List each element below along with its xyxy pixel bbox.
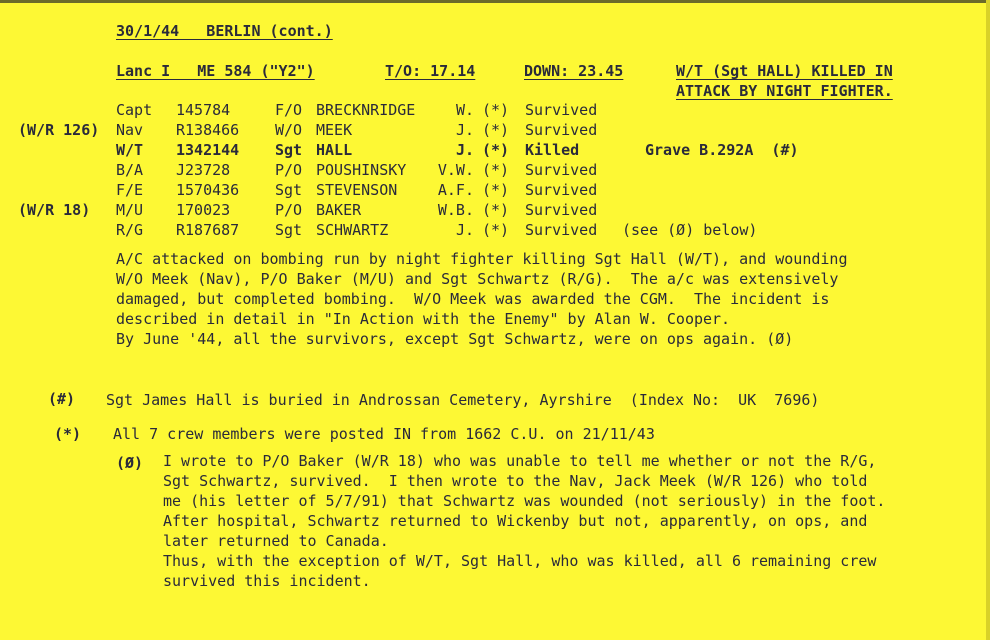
crew-role: R/G: [116, 221, 144, 239]
crew-extra: (see (Ø) below): [622, 221, 758, 239]
crew-rank: Sgt: [275, 141, 303, 159]
crew-initials: W.B.: [437, 201, 474, 219]
crew-number: 170023: [176, 201, 231, 219]
crew-row: [0, 180, 990, 200]
crew-status: Survived: [525, 161, 598, 179]
crew-name: BAKER: [316, 201, 362, 219]
takeoff-time: T/O: 17.14: [385, 62, 476, 80]
crew-posting-mark: (*): [482, 101, 510, 119]
casualty-note-line1: W/T (Sgt HALL) KILLED IN: [676, 62, 893, 80]
note-zero-line: Sgt Schwartz, survived. I then wrote to the Nav, Jack Meek (W/R 126) who told: [163, 472, 868, 490]
crew-status: Survived: [525, 201, 598, 219]
note-hash-marker: (#): [48, 390, 76, 408]
note-zero-marker: (Ø): [116, 454, 144, 472]
crew-initials: W.: [455, 101, 474, 119]
crew-number: J23728: [176, 161, 231, 179]
scan-edge-top: [0, 0, 990, 3]
note-zero-line: later returned to Canada.: [163, 532, 389, 550]
crew-row: [0, 100, 990, 120]
crew-posting-mark: (*): [482, 181, 510, 199]
crew-role: M/U: [116, 201, 144, 219]
crew-tag: (W/R 18): [18, 201, 91, 219]
scan-edge-right: [986, 0, 990, 640]
crew-status: Survived: [525, 221, 598, 239]
note-star-marker: (*): [54, 425, 82, 443]
narrative-line: W/O Meek (Nav), P/O Baker (M/U) and Sgt Schwartz (R/G). The a/c was extensively: [116, 270, 839, 288]
crew-name: BRECKNRIDGE: [316, 101, 416, 119]
crew-name: POUSHINSKY: [316, 161, 407, 179]
crew-number: 1570436: [176, 181, 240, 199]
crew-posting-mark: (*): [482, 161, 510, 179]
crew-initials: J.: [455, 121, 474, 139]
crew-name: HALL: [316, 141, 353, 159]
crew-role: W/T: [116, 141, 144, 159]
down-time: DOWN: 23.45: [524, 62, 624, 80]
crew-number: R187687: [176, 221, 240, 239]
crew-number: 145784: [176, 101, 231, 119]
crew-rank: P/O: [275, 201, 303, 219]
crew-initials: V.W.: [437, 161, 474, 179]
crew-status: Killed: [525, 141, 580, 159]
note-hash-text: Sgt James Hall is buried in Androssan Cemetery, Ayrshire (Index No: UK 7696): [106, 391, 820, 409]
note-zero-line: me (his letter of 5/7/91) that Schwartz was wounded (not seriously) in the foot.: [163, 492, 886, 510]
crew-posting-mark: (*): [482, 121, 510, 139]
note-zero-line: I wrote to P/O Baker (W/R 18) who was unable to tell me whether or not the R/G,: [163, 452, 877, 470]
narrative-line: By June '44, all the survivors, except Sgt Schwartz, were on ops again. (Ø): [116, 330, 794, 348]
crew-role: B/A: [116, 161, 144, 179]
crew-initials: A.F.: [437, 181, 474, 199]
casualty-note-line2: ATTACK BY NIGHT FIGHTER.: [676, 82, 893, 100]
crew-extra: Grave B.292A (#): [645, 141, 799, 159]
crew-name: STEVENSON: [316, 181, 398, 199]
crew-row: [0, 140, 990, 160]
crew-row: [0, 120, 990, 140]
date-place-heading: 30/1/44 BERLIN (cont.): [116, 22, 333, 40]
crew-tag: (W/R 126): [18, 121, 100, 139]
crew-posting-mark: (*): [482, 201, 510, 219]
note-zero-line: After hospital, Schwartz returned to Wickenby but not, apparently, on ops, and: [163, 512, 868, 530]
crew-posting-mark: (*): [482, 221, 510, 239]
crew-initials: J.: [455, 141, 474, 159]
crew-rank: Sgt: [275, 221, 303, 239]
note-zero-line: Thus, with the exception of W/T, Sgt Hall, who was killed, all 6 remaining crew: [163, 552, 877, 570]
crew-posting-mark: (*): [482, 141, 510, 159]
crew-row: [0, 200, 990, 220]
crew-role: F/E: [116, 181, 144, 199]
crew-rank: P/O: [275, 161, 303, 179]
crew-role: Nav: [116, 121, 144, 139]
crew-rank: W/O: [275, 121, 303, 139]
narrative-line: described in detail in "In Action with the Enemy" by Alan W. Cooper.: [116, 310, 731, 328]
crew-number: 1342144: [176, 141, 240, 159]
crew-row: [0, 160, 990, 180]
crew-rank: F/O: [275, 101, 303, 119]
note-star-text: All 7 crew members were posted IN from 1662 C.U. on 21/11/43: [113, 425, 655, 443]
crew-name: MEEK: [316, 121, 353, 139]
crew-initials: J.: [455, 221, 474, 239]
crew-status: Survived: [525, 101, 598, 119]
crew-name: SCHWARTZ: [316, 221, 389, 239]
crew-status: Survived: [525, 121, 598, 139]
narrative-line: A/C attacked on bombing run by night fighter killing Sgt Hall (W/T), and wounding: [116, 250, 848, 268]
narrative-line: damaged, but completed bombing. W/O Meek was awarded the CGM. The incident is: [116, 290, 830, 308]
crew-role: Capt: [116, 101, 153, 119]
aircraft-label: Lanc I ME 584 ("Y2"): [116, 62, 315, 80]
crew-number: R138466: [176, 121, 240, 139]
crew-rank: Sgt: [275, 181, 303, 199]
crew-row: [0, 220, 990, 240]
note-zero-line: survived this incident.: [163, 572, 371, 590]
crew-status: Survived: [525, 181, 598, 199]
